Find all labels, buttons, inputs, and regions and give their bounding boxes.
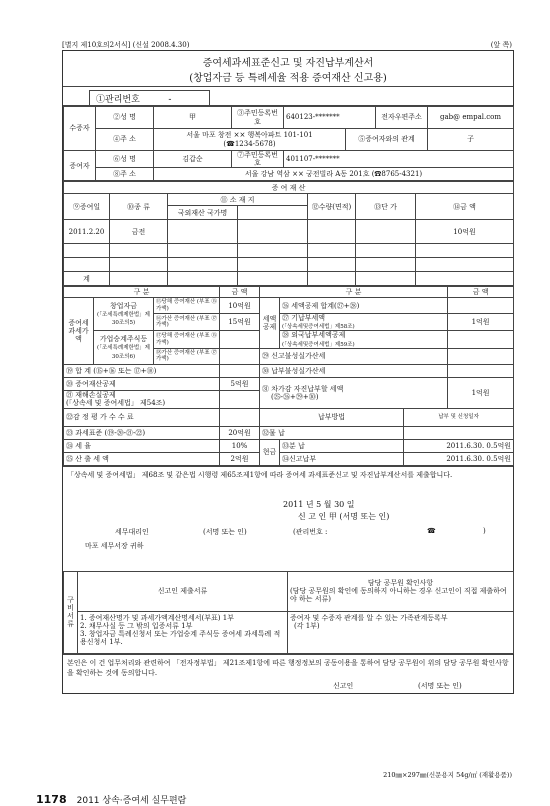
asset-table <box>63 181 514 286</box>
s23-label: ㉓ 과세표준 (⑲-⑳-㉑-㉒) <box>64 426 220 439</box>
s17-label: ⑰당해 증여재산 (부표 ⑮가액) <box>154 331 220 348</box>
donee-addr: 서울 마포 창전 ×× 행복아파트 101-101 <box>186 131 313 140</box>
declaration-date: 2011 년 5 월 30 일 <box>283 499 355 509</box>
s28-cell <box>280 331 448 348</box>
docs-right-head-cell <box>288 571 514 611</box>
relation-label: ⑤증여자와의 관계 <box>346 129 428 151</box>
family-label: 가업승계주식등 <box>99 335 148 344</box>
s28-law: (「상속세및증여세법」제59조) <box>282 341 355 348</box>
donee-addr-cell[interactable] <box>154 129 346 151</box>
h-price: ⑬단 가 <box>356 194 416 220</box>
pay-date-label: 납부 및 신청일자 <box>404 408 514 426</box>
docs-right-list <box>288 611 514 653</box>
h-kind: ⑩종 류 <box>110 194 168 220</box>
family-cell <box>94 331 154 364</box>
s15-amount[interactable]: 10억원 <box>220 298 260 314</box>
startup-law: (「조세특례제한법」제30조의5) <box>97 311 150 327</box>
doc-left-1: 1. 증여재산명가 및 과세가액계산명세서(부표) 1부 <box>80 613 234 622</box>
declaration-block: 「상속세 및 증여세법」 제68조 및 같은법 시행령 제65조제1항에 따라 증여세 과세표준신고 및 자진납부계산서를 제출합니다. 2011 년 5 월 30 일 신 고 인 甲 (서명 또는 인) 세무대리인 (서명 또는 인) (관리번호 : ☎ ) 마포 세무서장 귀하 <box>63 466 513 571</box>
s19-label: ⑲ 합 계 (⑮+⑯ 또는 ⑰+⑱) <box>64 364 220 377</box>
s27-label: ㉗ 기납부세액 <box>282 314 326 323</box>
tax-office: 마포 세무서장 귀하 <box>85 541 144 550</box>
donee-name[interactable]: 甲 <box>154 107 232 129</box>
s20-label: ⑳ 증여재산공제 <box>64 377 220 390</box>
asset-total-label: 계 <box>64 272 110 286</box>
docs-left-head: 신고인 제출서류 <box>78 571 288 611</box>
s21-label: ㉑ 재해손실공제 <box>66 391 116 400</box>
doc-right-1: 증여자 및 수증자 관계를 알 수 있는 가족관계등록부 <box>290 613 448 622</box>
asset-section: 증 여 재 산 <box>64 182 514 194</box>
s30-label: ㉚ 납부불성실가산세 <box>260 364 448 377</box>
donor-addr-label: ⑧주 소 <box>96 168 154 181</box>
s20-amount[interactable]: 5억원 <box>220 377 260 390</box>
s34-amount: 0.5억원 <box>486 454 512 463</box>
documents-table <box>63 571 514 654</box>
donor-rrn-label: ⑦주민등록번호 <box>232 151 284 168</box>
s26-label: ㉖ 세액공제 합계(㉗+㉘) <box>280 298 448 314</box>
agent-mgmt[interactable]: (관리번호 : <box>293 527 328 536</box>
s27-cell <box>280 314 448 331</box>
page-side: (앞 쪽) <box>490 41 512 49</box>
consent-sign[interactable]: (서명 또는 인) <box>418 681 462 690</box>
s27-law: (「상속세및증여세법」제58조) <box>282 324 355 331</box>
calc-h-amt-left: 금 액 <box>220 287 260 298</box>
s29-label: ㉙ 신고불성실가산세 <box>260 348 448 364</box>
donee-label: 수증자 <box>64 107 96 151</box>
agent-sign[interactable]: (서명 또는 인) <box>203 527 247 536</box>
startup-cell <box>94 298 154 331</box>
doc-left-3: 3. 창업자금 특례신청서 또는 가업승계 주식등 증여세 과세특례 적용신청서 1부. <box>80 629 281 646</box>
relation[interactable]: 子 <box>428 129 514 151</box>
s16-label: ⑯가산 증여재산 (부표 ⑰가액) <box>154 314 220 331</box>
consent-sign-label: 신고인 <box>333 681 354 690</box>
tel-icon: ☎ <box>427 526 436 535</box>
s26-amount[interactable]: 1억원 <box>448 314 514 331</box>
form-header <box>62 40 512 50</box>
docs-right-head: 담당 공무원 확인사항 <box>367 579 434 588</box>
calc-h-div-right: 구 분 <box>260 287 448 298</box>
s32-label: ㉜물 납 <box>260 426 404 439</box>
title-line2: (창업자금 등 특례세율 적용 증여재산 신고용) <box>189 73 387 84</box>
calc-h-amt-right: 금 액 <box>448 287 514 298</box>
family-law: (「조세특례제한법」제30조의6) <box>97 345 150 360</box>
h-amount: ⑭금 액 <box>416 194 514 220</box>
h-foreign-country: 국외재산 국가명 <box>168 206 238 220</box>
s34-label: ㉞신고납부 <box>280 452 404 465</box>
calc-table <box>63 286 514 466</box>
asset-date[interactable]: 2011.2.20 <box>64 220 110 244</box>
form-title <box>63 51 513 87</box>
donor-rrn[interactable]: 401107-******* <box>284 151 514 168</box>
donor-name[interactable]: 김갑순 <box>154 151 232 168</box>
docs-left-list <box>78 611 288 653</box>
declarant-sign[interactable]: 신 고 인 甲 (서명 또는 인) <box>298 511 390 521</box>
form-id: [별지 제10호의2서식] (신설 2008.4.30) <box>62 41 190 49</box>
donee-rrn-label: ③주민등록번호 <box>232 107 284 129</box>
pay-method-label: 납부방법 <box>260 408 404 426</box>
donee-name-label: ②성 명 <box>96 107 154 129</box>
s34-values[interactable] <box>404 452 514 465</box>
s22-label: ㉒감 정 평 가 수 수 료 <box>64 408 220 426</box>
s15-label: ⑮당해 증여재산 (부표 ⑮가액) <box>154 298 220 314</box>
docs-right-sub: (담당 공무원의 확인에 동의하지 아니하는 경우 신고인이 직접 제출하여야 하는 서류) <box>290 587 507 604</box>
s21-cell <box>64 390 220 408</box>
donee-email[interactable]: gab@ empal.com <box>428 107 514 129</box>
declaration-text: 「상속세 및 증여세법」 제68조 및 같은법 시행령 제65조제1항에 따라 증여세 과세표준신고 및 자진납부계산서를 제출합니다. <box>67 470 453 479</box>
s18-label: ⑱가산 증여재산 (부표 ⑰가액) <box>154 348 220 364</box>
consent-text: 본인은 이 건 업무처리와 관련하여 「전자정부법」 제21조제1항에 따른 행정정보의 공동이용을 통하여 담당 공무원이 위의 담당 공무원 확인사항을 확인하는 것에 동의합니다. <box>67 658 509 677</box>
s31-sub: (㉕-㉖+㉙+㉚) <box>270 392 319 401</box>
s31-cell <box>260 377 448 408</box>
donee-rrn[interactable]: 640123-******* <box>284 107 376 129</box>
paper-spec: 210㎜×297㎜(신문용지 54g/㎡ (재활용품)) <box>383 771 512 779</box>
parties-table <box>63 106 514 181</box>
donor-label: 증여자 <box>64 151 96 181</box>
mgmt-label: ①관리번호 <box>96 95 140 105</box>
s24-label: ㉔ 세 율 <box>64 439 220 452</box>
s25-amount[interactable]: 2억원 <box>220 452 260 465</box>
s33-values[interactable] <box>404 439 514 452</box>
s24-amount[interactable]: 10% <box>220 439 260 452</box>
h-qty: ⑫수량(면적) <box>308 194 356 220</box>
startup-label: 창업자금 <box>109 301 138 310</box>
calc-h-div-left: 구 분 <box>64 287 220 298</box>
page-number: 1178 <box>36 793 67 806</box>
s33-amount: 0.5억원 <box>486 441 512 450</box>
h-date: ⑨증여일 <box>64 194 110 220</box>
docs-side-label: 구비서류 <box>64 571 78 653</box>
s21-law: (「상속세 및 증여세법」 제54조) <box>66 399 166 408</box>
donor-addr[interactable]: 서울 강남 역삼 ×× 궁전빌라 A동 201호 (☎8765-4321) <box>154 168 514 181</box>
donee-tel: (☎1234-5678) <box>223 139 276 148</box>
s33-label: ㉝분 납 <box>280 439 404 452</box>
h-location: ⑪ 소 재 지 <box>168 194 308 206</box>
s28-label: ㉘ 외국납부세액공제 <box>282 331 346 340</box>
taxable-value-group: 증여세 과세가액 <box>64 298 94 365</box>
s23-amount[interactable]: 20억원 <box>220 426 260 439</box>
s31-label: ㉛ 차가감 자진납부할 세액 <box>262 384 344 393</box>
title-line1: 증여세과세표준신고 및 자진납부계산서 <box>202 58 374 69</box>
mgmt-value: - <box>168 95 172 105</box>
tax-return-form <box>62 50 514 694</box>
s16-amount[interactable]: 15억원 <box>220 314 260 331</box>
s33-date: 2011.6.30. <box>446 441 485 450</box>
agent-label: 세무대리인 <box>115 527 149 536</box>
s34-date: 2011.6.30. <box>446 454 485 463</box>
donor-name-label: ⑥성 명 <box>96 151 154 168</box>
doc-left-2: 2. 채무사실 등 그 밖의 입증서류 1부 <box>80 621 193 630</box>
mgmt-row <box>63 87 513 106</box>
asset-kind[interactable]: 금전 <box>110 220 168 244</box>
consent-block <box>63 654 513 693</box>
credit-group: 세액 공제 <box>260 298 280 349</box>
mgmt-box[interactable] <box>89 90 210 107</box>
cash-label: 현금 <box>260 439 280 465</box>
donee-email-label: 전자우편주소 <box>376 107 428 129</box>
s25-label: ㉕ 산 출 세 액 <box>64 452 220 465</box>
donee-addr-label: ④주 소 <box>96 129 154 151</box>
book-title: 2011 상속·증여세 실무편람 <box>76 796 187 806</box>
doc-right-2: (각 1부) <box>294 621 320 630</box>
s31-amount[interactable]: 1억원 <box>448 377 514 408</box>
asset-amount[interactable]: 10억원 <box>416 220 514 244</box>
